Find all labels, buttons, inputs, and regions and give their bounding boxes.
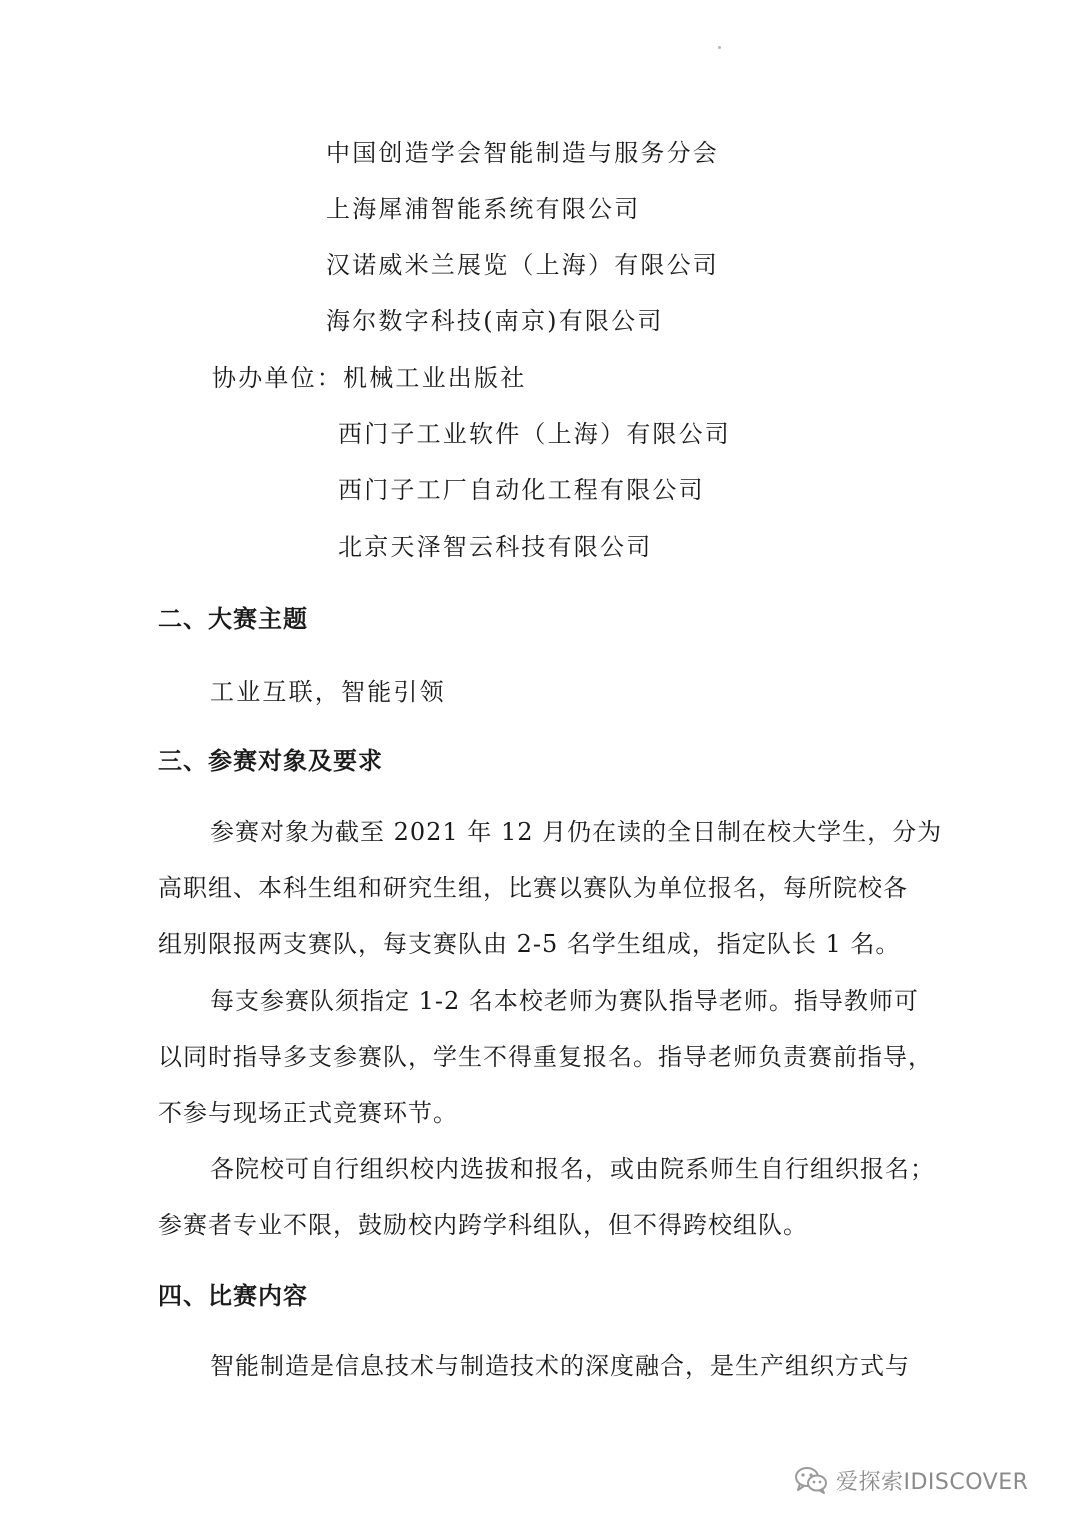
organizer-line: 海尔数字科技(南京)有限公司 xyxy=(326,307,664,335)
paragraph-line: 组别限报两支赛队，每支赛队由 2-5 名学生组成，指定队长 1 名。 xyxy=(158,930,901,958)
paragraph-line: 参赛对象为截至 2021 年 12 月仍在读的全日制在校大学生，分为 xyxy=(210,818,943,846)
paragraph-line: 高职组、本科生组和研究生组，比赛以赛队为单位报名，每所院校各 xyxy=(158,874,908,902)
paragraph-line: 智能制造是信息技术与制造技术的深度融合，是生产组织方式与 xyxy=(210,1352,910,1380)
paragraph-line: 不参与现场正式竞赛环节。 xyxy=(158,1099,458,1127)
co-organizer-line: 北京天泽智云科技有限公司 xyxy=(338,533,653,561)
organizer-line: 中国创造学会智能制造与服务分会 xyxy=(326,139,719,167)
co-organizer-line: 西门子工厂自动化工程有限公司 xyxy=(338,476,705,504)
wechat-icon xyxy=(794,1465,828,1495)
co-organizers-label: 协办单位： xyxy=(212,364,343,392)
theme-text: 工业互联，智能引领 xyxy=(210,678,446,706)
watermark-text: 爱探索IDISCOVER xyxy=(836,1469,1029,1495)
watermark xyxy=(794,1460,1028,1500)
organizer-line: 上海犀浦智能系统有限公司 xyxy=(326,195,641,223)
section-heading-theme: 二、大赛主题 xyxy=(158,605,308,633)
scan-speck xyxy=(718,46,721,49)
co-organizers-label-line xyxy=(212,362,526,394)
section-heading-participants: 三、参赛对象及要求 xyxy=(158,747,383,775)
section-heading-content: 四、比赛内容 xyxy=(158,1282,308,1310)
paragraph-line: 每支参赛队须指定 1-2 名本校老师为赛队指导老师。指导教师可 xyxy=(210,987,919,1015)
co-organizer-line: 西门子工业软件（上海）有限公司 xyxy=(338,420,731,448)
paragraph-line: 以同时指导多支参赛队，学生不得重复报名。指导老师负责赛前指导， xyxy=(158,1043,933,1071)
co-organizer-first: 机械工业出版社 xyxy=(343,364,527,392)
paragraph-line: 各院校可自行组织校内选拔和报名，或由院系师生自行组织报名； xyxy=(210,1155,935,1183)
organizer-line: 汉诺威米兰展览（上海）有限公司 xyxy=(326,251,719,279)
paragraph-line: 参赛者专业不限，鼓励校内跨学科组队，但不得跨校组队。 xyxy=(158,1211,808,1239)
